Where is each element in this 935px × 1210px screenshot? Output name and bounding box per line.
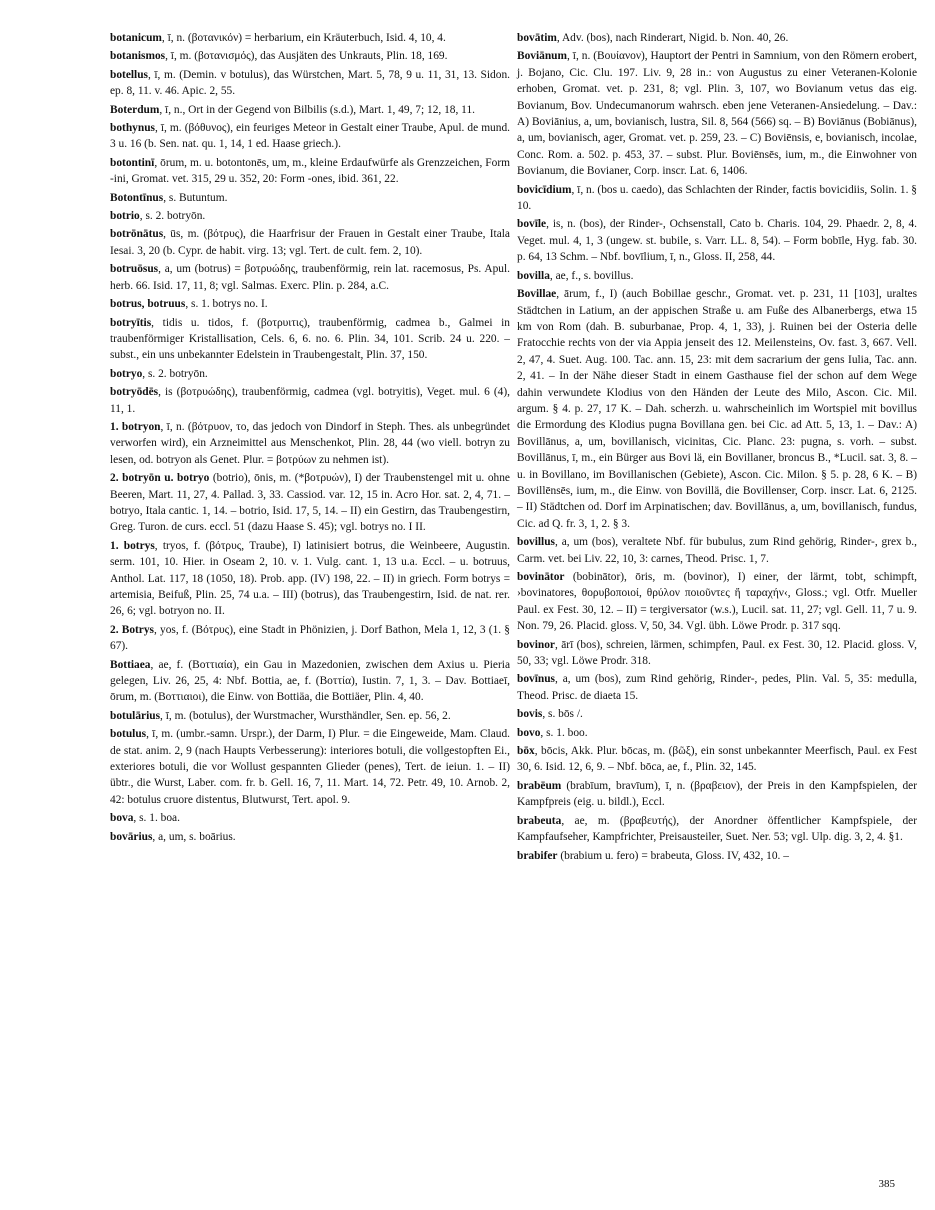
entry-definition: , tryos, f. (βότρυς, Traube), I) latinisiert botrus, die Weinbeere, Augustin. serm. 101, 10. Hier. in Oseam 2, 10. v. 1. Vulg. cant. 1, 13 u.a. Eccl. – u. botruus, Anthol. Lat. 117, 18 (1050, 18). Prob. app. (IV) 198, 22. – II) in griech. Form botrys = artemisia, Beifuß, Plin. 25, 74 u.a. – III) (botrus), das Traubengestirn, Isid. de nat. rer. 26, 6; vgl. botryon no. II. xyxy=(110,539,510,618)
entry-headword: bova xyxy=(110,812,134,825)
entry-definition: , ī, m. (umbr.-samn. Urspr.), der Darm, I) Plur. = die Eingeweide, Mam. Claud. de stat. anim. 2, 9 (nach Haupts Verbesserung): interiores botuli, die vollgestopften Ei., exteriores botuli, die vor Wollust gespannten Glieder (penes), Tert. de ieiun. 1. – II) übtr., die Wurst, Laber. com. fr. b. Gell. 16, 7, 11. Mart. 14, 72. Petr. 49, 10. Arnob. 2, 42: botulus cruore distentus, Blutwurst, Tert. apol. 9. xyxy=(110,728,510,806)
entry-headword: bovārius xyxy=(110,830,153,843)
dictionary-entry xyxy=(517,569,917,635)
entry-headword: botontinī xyxy=(110,156,155,169)
entry-headword: botryo xyxy=(110,367,143,380)
entry-definition: , ī, m. (Demin. v botulus), das Würstchen, Mart. 5, 78, 9 u. 11, 31, 13. Sidon. ep. 8, 11. v. 46. Apic. 2, 55. xyxy=(110,68,510,98)
entry-headword: botulus xyxy=(110,728,147,741)
dictionary-entry xyxy=(110,419,510,468)
entry-headword: botanicum xyxy=(110,32,162,44)
entry-definition: , ī, n. (βότρυον, το, das jedoch von Dindorf in Steph. Thes. als unbegründet verworfen wird), ein Arzneimittel aus Menschenkot, Plin. 28, 44 (wo viell. botryn zu lesen, od. botryon als Genet. Plur. = βοτρύων zu nehmen ist). xyxy=(110,420,510,466)
dictionary-entry xyxy=(517,534,917,567)
dictionary-entry xyxy=(517,48,917,179)
entry-headword: 1. botrys xyxy=(110,539,155,552)
entry-definition: (brabīum, bravīum), ī, n. (βραβειον), der Preis in den Kampfspielen, der Kampfpreis (eig. u. bildl.), Eccl. xyxy=(517,779,917,809)
entry-headword: botruōsus xyxy=(110,263,159,276)
entry-definition: , ī, n. (βοτανικόν) = herbarium, ein Kräuterbuch, Isid. 4, 10, 4. xyxy=(161,32,446,44)
entry-definition: , s. bōs /. xyxy=(542,708,583,721)
entry-definition: , ārum, f., I) (auch Bobillae geschr., Gromat. vet. p. 231, 11 [103], uraltes Städtchen in Latium, an der appischen Straße u. am Fuße des Albanerbergs, etwa 15 km von Rom (dah. B. suburbanae, Prop. 4, 1, 33), j. Ruinen bei der Osteria delle Fratocchie rechts von der via Appia jenseit des 12. Meilensteins, Ov. fast. 3, 667. Vell. 2, 47, 4. Suet. Aug. 100. Tac. ann. 15, 23: mit dem sacrarium der gens Iulia, Tac. ann. 2, 41. – In der Nähe dieser Stadt in einem Gasthause fiel der schon auf dem Wege dahin verwundete Klodius von den Händen der Leute des Milo, Ascon. Cic. Mil. argum. § 4. p. 27, 17 K. – Dah. scherzh. u. wahrscheinlich im Wortspiel mit bovillus die Ermordung des Klodius pugna Bovillana gen. bei Cic. ad Att. 5, 13, 1. – Dav.: A) Bovillānus, a, um, bovillanisch, vicinitas, Cic. Planc. 23: pugna, s. vorh. – subst. Bovillānus, ī, m., ein Bürger aus Bovi lä, ein Bovillaner, broncus B., *Lucil. sat. 3, 8. – u. in Bovillano, im Bovillanischen (Gebiete), Ascon. Cic. Milon. § 5. p. 28, 6 K. – B) Bovillēnsēs, ium, m., die Einw. von Bovillä, die Bovillenser, Corp. inscr. Lat. 6, 2125. – II) Städtchen od. Dorf im Arpinatischen; dav. Bovillānus, a, um, bovillanisch, fundus, Cic. ad Q. fr. 3, 1, 2. § 3. xyxy=(517,288,917,530)
right-column xyxy=(517,30,917,866)
dictionary-entry xyxy=(517,778,917,811)
dictionary-entry xyxy=(110,470,510,536)
entry-headword: Botontīnus xyxy=(110,191,164,204)
dictionary-entry xyxy=(517,286,917,532)
entry-definition: , ae, f. (Βοττιαία), ein Gau in Mazedonien, zwischen dem Axius u. Pieria gelegen, Liv. 26, 25, 4: Nbf. Bottia, ae, f. (Βοττία), Iustin. 7, 1, 3. – Dav. Bottiaeī, ōrum, m. (Βοττιαιοι), die Einw. von Bottiäa, die Bottiäer, Plin. 4, 40. xyxy=(110,658,510,704)
dictionary-entry xyxy=(110,810,510,826)
dictionary-entry xyxy=(110,190,510,206)
entry-headword: botryōdēs xyxy=(110,386,159,399)
entry-definition: , yos, f. (Βότρυς), eine Stadt in Phönizien, j. Dorf Bathon, Mela 1, 12, 3 (1. § 67). xyxy=(110,623,510,653)
entry-definition: , a, um (bos), zum Rind gehörig, Rinder-, pedes, Plin. Val. 5, 35: medulla, Theod. Prisc. de diaeta 15. xyxy=(517,673,917,702)
entry-definition: , a, um, s. boārius. xyxy=(152,830,236,843)
entry-headword: bovātim xyxy=(517,32,557,44)
entry-headword: botulārius xyxy=(110,709,161,722)
dictionary-entry xyxy=(110,296,510,312)
entry-headword: Bottiaea xyxy=(110,658,151,671)
page-number: 385 xyxy=(878,1178,895,1190)
entry-headword: botrus, botruus xyxy=(110,298,186,311)
entry-definition: (bobinātor), ōris, m. (bovinor), I) einer, der lärmt, tobt, schimpft, ›bovinatores, θορυβοποιοί, θρύλον ποιοῦντες ἤ ταραχήν‹, Gloss.; vgl. Otfr. Mueller Paul. ex Fest. 30, 12. – II) = tergiversator (w.s.), Lucil. sat. 11, 27; vgl. Gell. 11, 7 u. 9. Non. 79, 26. Placid. gloss. V, 50, 34. Vgl. übh. Löwe Prodr. p. 317 sqq. xyxy=(517,571,917,633)
dictionary-entry xyxy=(110,384,510,417)
entry-headword: bovo xyxy=(517,726,541,739)
dictionary-entry xyxy=(110,829,510,845)
entry-definition: , ī, m. (botulus), der Wurstmacher, Wursthändler, Sen. ep. 56, 2. xyxy=(160,709,451,722)
entry-headword: bovinor xyxy=(517,638,555,651)
entry-definition: , s. 1. boo. xyxy=(540,726,588,739)
entry-headword: bovicīdium xyxy=(517,183,572,196)
dictionary-entry xyxy=(110,708,510,724)
entry-definition: , ārī (bos), schreien, lärmen, schimpfen, Paul. ex Fest. 30, 12. Placid. gloss. V, 50, 33; vgl. Löwe Prodr. 318. xyxy=(517,638,917,668)
entry-definition: , ī, m. (βόθυνος), ein feuriges Meteor in Gestalt einer Traube, Apul. de mund. 3 u. 16 (b. Sen. nat. qu. 1, 14, 1 ed. Haase griech.). xyxy=(110,122,510,151)
entry-headword: bovillus xyxy=(517,536,555,549)
entry-headword: botryītis xyxy=(110,316,152,329)
dictionary-entry xyxy=(110,657,510,706)
dictionary-entry xyxy=(517,743,917,776)
dictionary-entry xyxy=(517,182,917,215)
entry-definition: , bōcis, Akk. Plur. bōcas, m. (βῶξ), ein sonst unbekannter Meerfisch, Paul. ex Fest 30, 6. Isid. 12, 6, 9. – Nbf. bōca, ae, f., Plin. 32, 145. xyxy=(517,745,917,774)
dictionary-entry xyxy=(110,102,510,118)
dictionary-entry xyxy=(517,813,917,846)
entry-headword: bovīle xyxy=(517,218,547,231)
dictionary-entry xyxy=(517,725,917,741)
entry-headword: 2. botryōn u. botryo xyxy=(110,472,210,485)
entry-definition: , tidis u. tidos, f. (βοτρυιτις), traubenförmig, cadmea b., Galmei in traubenförmiger Kristallisation, Cels. 6, 6. no. 6. Plin. 34, 101. Scrib. 24 u. 220. – subst., ein uns unbekannter Edelstein in Traubengestalt, Plin. 37, 150. xyxy=(110,316,510,362)
entry-headword: bōx xyxy=(517,745,535,758)
entry-headword: bovinātor xyxy=(517,571,565,583)
entry-headword: bovis xyxy=(517,708,543,721)
entry-definition: , is, n. (bos), der Rinder-, Ochsenstall, Cato b. Charis. 104, 29. Phaedr. 2, 8, 4. Veget. mul. 4, 1, 3 (ungew. st. bubile, s. Varr. LL. 8, 54). – Form bobīle, Hyg. fab. 30. p. 64, 13 Schm. – Nbf. bovīlium, ī, n., Gloss. II, 258, 44. xyxy=(517,218,917,264)
entry-headword: botellus xyxy=(110,68,148,81)
entry-headword: bothynus xyxy=(110,122,155,135)
entry-definition: , ūs, m. (βότρυς), die Haarfrisur der Frauen in Gestalt einer Traube, Itala Iesai. 3, 20 (b. Cypr. de habit. virg. 13; vgl. Tert. de cult. fem. 2, 10). xyxy=(110,228,510,257)
entry-definition: , ōrum, m. u. botontonēs, um, m., kleine Erdaufwürfe als Grenzzeichen, Form -ini, Gromat. vet. 315, 29 u. 352, 20: Form -ones, ibid. 361, 22. xyxy=(110,156,510,186)
entry-definition: , s. 2. botryōn. xyxy=(142,367,208,380)
entry-definition: , a, um (botrus) = βοτρυώδης, traubenförmig, rein lat. racemosus, Ps. Apul. herb. 66. Isid. 17, 11, 8; vgl. Salmas. Exerc. Plin. p. 284, a.C. xyxy=(110,263,510,292)
dictionary-entry xyxy=(517,637,917,670)
dictionary-entry xyxy=(517,848,917,864)
dictionary-entry xyxy=(110,120,510,153)
entry-definition: , ī, n. (Βουίανον), Hauptort der Pentri in Samnium, von den Römern erobert, j. Bojano, Cic. Clu. 197. Liv. 9, 28 in.: von Augustus zu einer Veteranen-Kolonie erhoben, Gromat. vet. p. 231, 8; vgl. Plin. 3, 107, wo Bovianum vetus das eig. Bovianum, Bov. Undecumanorum wahrsch. eben jene Veteranen-Ansiedelung. – Dav.: A) Boviānius, a, um, bovianisch, lustra, Sil. 8, 564 (566) sq. – B) Boviānus (Bobiānus), a, um, bovianisch, ager, Gromat. vet. p. 259, 23. – C) Boviēnsis, e, bovianisch, incolae, Conc. Rom. a. 502. p. 453, 37. – subst. Plur. Boviēnsēs, ium, m., die Einwohner von Bovianum, die Bovianer, Corp. inscr. Lat. 6, 1406. xyxy=(517,50,917,178)
dictionary-entry xyxy=(517,671,917,704)
dictionary-entry xyxy=(110,30,510,46)
dictionary-entry xyxy=(110,261,510,294)
dictionary-entry xyxy=(110,48,510,64)
entry-definition: , ī, n. (bos u. caedo), das Schlachten der Rinder, factis bovicidiis, Solin. 1. § 10. xyxy=(517,183,917,213)
entry-definition: , a, um (bos), veraltete Nbf. für bubulus, zum Rind gehörig, Rinder-, grex b., Carm. vet. bei Liv. 22, 10, 3: carnes, Theod. Prisc. 1, 7. xyxy=(517,536,917,565)
entry-headword: 1. botryon xyxy=(110,420,161,433)
dictionary-entry xyxy=(110,726,510,808)
dictionary-entry xyxy=(110,67,510,100)
entry-definition: , s. 1. boa. xyxy=(133,812,180,825)
dictionary-entry xyxy=(517,216,917,265)
entry-definition: , ī, n., Ort in der Gegend von Bilbilis (s.d.), Mart. 1, 49, 7; 12, 18, 11. xyxy=(159,103,475,116)
entry-headword: Boterdum xyxy=(110,103,160,116)
entry-headword: bovīnus xyxy=(517,673,555,686)
entry-definition: , s. Butuntum. xyxy=(163,191,228,204)
dictionary-entry xyxy=(110,622,510,655)
entry-definition: , ae, f., s. bovillus. xyxy=(549,269,634,282)
entry-definition: , s. 2. botryōn. xyxy=(139,210,206,223)
entry-definition: (botrio), ōnis, m. (*βοτρυών), I) der Traubenstengel mit u. ohne Beeren, Mart. 11, 27, 4. Pallad. 3, 33. Cassiod. var. 12, 15 in. Acro Hor. sat. 2, 4, 71. – botryo, Itala cantic. 1, 14. – botrio, Isid. 17, 5, 14. – II) ein Gestirn, das Traubengestirn, Greg. Turon. de curs. eccl. 51 (dazu Haase S. 45); vgl. botrys no. I II. xyxy=(110,472,510,534)
entry-definition: , ae, m. (βραβευτής), der Anordner öffentlicher Kampfspiele, der Kampfaufseher, Kampfrichter, Preisausteiler, Suet. Ner. 53; vgl. Ulp. dig. 3, 2, 4. §1. xyxy=(517,814,917,844)
dictionary-entry xyxy=(110,538,510,620)
entry-headword: brabeuta xyxy=(517,814,562,827)
entry-headword: brabifer xyxy=(517,849,558,862)
dictionary-entry xyxy=(517,268,917,284)
dictionary-entry xyxy=(110,208,510,224)
dictionary-entry xyxy=(110,315,510,364)
entry-headword: brabēum xyxy=(517,779,562,792)
entry-definition: , s. 1. botrys no. I. xyxy=(185,298,268,311)
dictionary-entry xyxy=(517,706,917,722)
dictionary-entry xyxy=(110,155,510,188)
entry-definition: (brabium u. fero) = brabeuta, Gloss. IV, 432, 10. – xyxy=(557,849,789,862)
entry-headword: Boviānum xyxy=(517,50,568,63)
left-column xyxy=(110,30,510,847)
entry-headword: 2. Botrys xyxy=(110,623,154,636)
entry-headword: botrōnātus xyxy=(110,228,164,241)
entry-definition: , ī, m. (βοτανισμός), das Ausjäten des Unkrauts, Plin. 18, 169. xyxy=(165,50,448,63)
entry-headword: bovilla xyxy=(517,269,550,282)
entry-headword: botrio xyxy=(110,210,140,223)
dictionary-entry xyxy=(110,226,510,259)
entry-definition: , Adv. (bos), nach Rinderart, Nigid. b. Non. 40, 26. xyxy=(556,32,789,44)
dictionary-entry xyxy=(110,366,510,382)
entry-headword: botanismos xyxy=(110,50,166,63)
dictionary-entry xyxy=(517,30,917,46)
entry-headword: Bovillae xyxy=(517,288,557,301)
entry-definition: , is (βοτρυώδης), traubenförmig, cadmea (vgl. botryitis), Veget. mul. 6 (4), 11, 1. xyxy=(110,386,510,415)
